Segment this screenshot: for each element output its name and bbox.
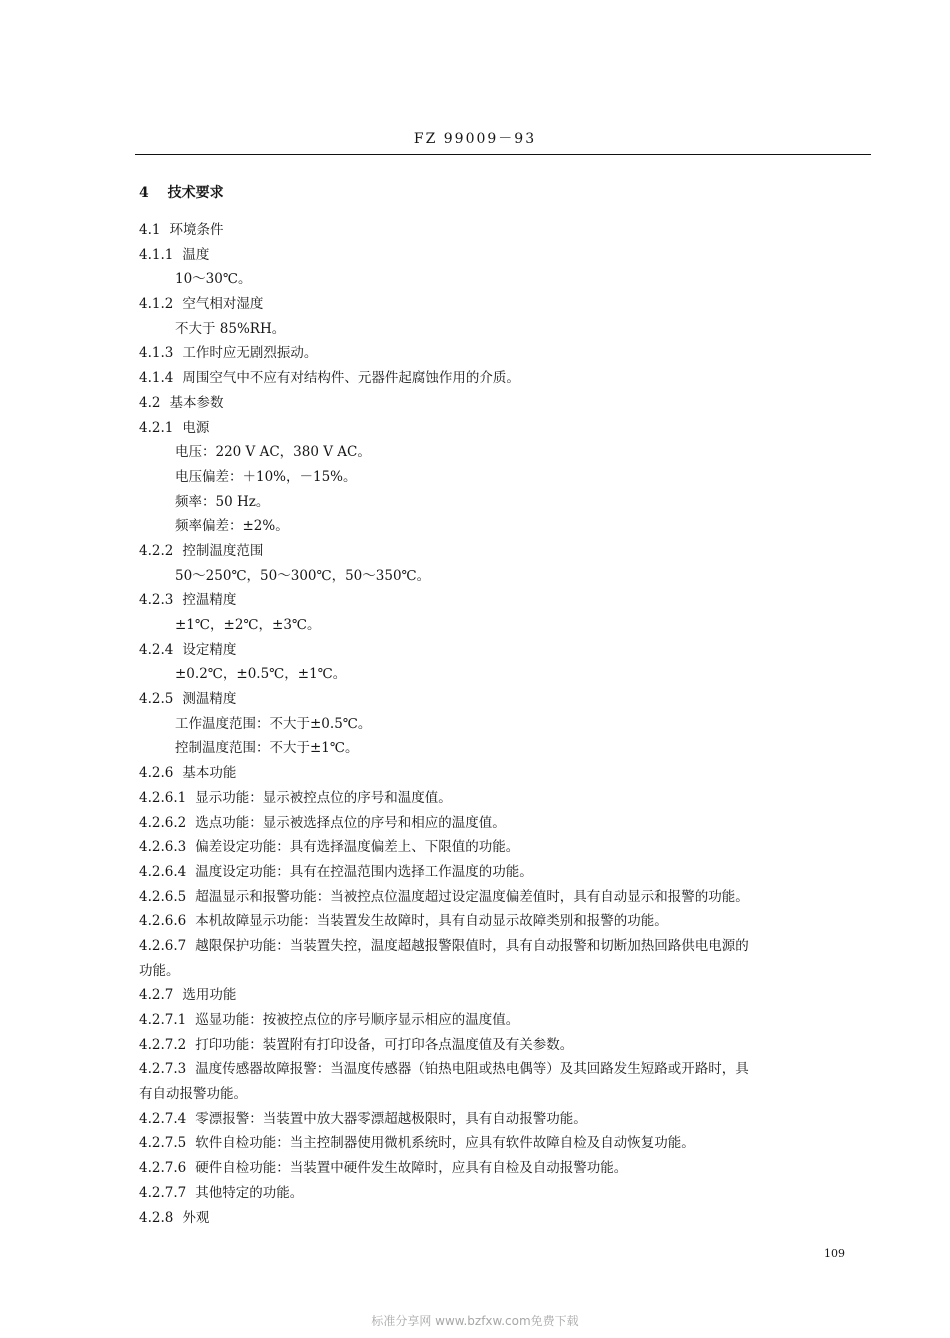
clause-number: 4.2.1 <box>139 419 174 436</box>
clause-text: 测温精度 <box>182 691 237 708</box>
clause-text: 偏差设定功能：具有选择温度偏差上、下限值的功能。 <box>195 839 520 856</box>
clause-text: 频率：50 Hz。 <box>175 493 270 510</box>
clause-text: 其他特定的功能。 <box>195 1184 304 1201</box>
section-title: 技术要求 <box>167 185 224 201</box>
clause-text: 电源 <box>182 419 210 436</box>
clause-body-line <box>139 465 889 490</box>
clause-number: 4.2.6.2 <box>139 814 187 831</box>
clause-number: 4.2.6.5 <box>139 888 187 905</box>
clause-text: 越限保护功能：当装置失控，温度超越报警限值时，具有自动报警和切断加热回路供电电源的 <box>195 937 749 954</box>
clause-text: 工作温度范围：不大于±0.5℃。 <box>175 715 372 732</box>
clause-text: 功能。 <box>139 962 180 979</box>
clause-line <box>139 761 889 786</box>
clause-number: 4.2.8 <box>139 1209 174 1226</box>
clause-text: 巡显功能：按被控点位的序号顺序显示相应的温度值。 <box>195 1012 520 1028</box>
clause-body-line <box>139 613 889 638</box>
clause-body-line <box>139 1082 889 1107</box>
clause-number: 4.1.3 <box>139 345 174 362</box>
clause-number: 4.1 <box>139 222 161 238</box>
clause-line <box>139 1057 889 1082</box>
clause-line <box>139 885 889 910</box>
clause-text: 频率偏差：±2%。 <box>175 518 289 535</box>
clause-text: 电压偏差：＋10%，－15%。 <box>175 468 357 485</box>
clause-number: 4.2 <box>139 394 161 411</box>
clause-body-line <box>139 662 889 687</box>
clause-text: 有自动报警功能。 <box>139 1086 247 1103</box>
clause-number: 4.2.6.7 <box>139 937 187 954</box>
document-body <box>139 182 889 1230</box>
clause-text: ±0.2℃，±0.5℃，±1℃。 <box>175 666 347 683</box>
clause-text: 打印功能：装置附有打印设备，可打印各点温度值及有关参数。 <box>195 1036 574 1053</box>
clause-text: 工作时应无剧烈振动。 <box>182 345 318 362</box>
clause-text: ±1℃，±2℃，±3℃。 <box>175 617 321 633</box>
clause-number: 4.2.7.6 <box>139 1160 187 1177</box>
clause-line <box>139 539 889 564</box>
clause-line <box>139 292 889 317</box>
clause-line <box>139 1008 889 1033</box>
watermark-footer: 标准分享网 www.bzfxw.com免费下载 <box>371 1314 579 1328</box>
clause-body-line <box>139 317 889 342</box>
clause-body-line <box>139 959 889 984</box>
clause-text: 50～250℃，50～300℃，50～350℃。 <box>175 567 431 584</box>
clause-number: 4.2.4 <box>139 641 174 658</box>
clause-list <box>139 218 889 1230</box>
clause-text: 本机故障显示功能：当装置发生故障时，具有自动显示故障类别和报警的功能。 <box>195 913 668 930</box>
clause-line <box>139 786 889 811</box>
clause-line <box>139 1107 889 1132</box>
clause-line <box>139 687 889 712</box>
clause-text: 设定精度 <box>182 641 237 658</box>
clause-body-line <box>139 514 889 539</box>
clause-text: 控温精度 <box>182 592 237 609</box>
clause-text: 基本功能 <box>182 765 237 782</box>
clause-line <box>139 218 889 243</box>
clause-line <box>139 588 889 613</box>
clause-number: 4.2.7.3 <box>139 1061 187 1078</box>
clause-line <box>139 341 889 366</box>
clause-text: 控制温度范围 <box>182 542 264 559</box>
clause-text: 周围空气中不应有对结构件、元器件起腐蚀作用的介质。 <box>182 370 520 387</box>
clause-number: 4.2.7.1 <box>139 1012 187 1028</box>
clause-line <box>139 1206 889 1231</box>
clause-line <box>139 366 889 391</box>
clause-number: 4.2.2 <box>139 542 174 559</box>
clause-text: 选点功能：显示被选择点位的序号和相应的温度值。 <box>195 814 506 831</box>
clause-number: 4.2.7.7 <box>139 1184 187 1201</box>
clause-text: 10～30℃。 <box>175 271 252 288</box>
clause-number: 4.2.7 <box>139 987 174 1004</box>
clause-line <box>139 416 889 441</box>
clause-line <box>139 1156 889 1181</box>
clause-text: 环境条件 <box>169 222 224 238</box>
clause-number: 4.2.7.4 <box>139 1110 187 1127</box>
clause-line <box>139 638 889 663</box>
clause-number: 4.2.7.2 <box>139 1036 187 1053</box>
clause-line <box>139 860 889 885</box>
clause-number: 4.2.6.3 <box>139 839 187 856</box>
clause-line <box>139 1033 889 1058</box>
clause-number: 4.2.6 <box>139 765 174 782</box>
header-rule <box>135 154 871 155</box>
clause-line <box>139 1131 889 1156</box>
clause-line <box>139 934 889 959</box>
clause-number: 4.2.5 <box>139 691 174 708</box>
clause-body-line <box>139 564 889 589</box>
clause-body-line <box>139 712 889 737</box>
document-header-code: FZ 99009－93 <box>413 131 537 147</box>
clause-text: 温度 <box>182 246 210 263</box>
clause-body-line <box>139 267 889 292</box>
clause-body-line <box>139 736 889 761</box>
clause-line <box>139 811 889 836</box>
clause-text: 软件自检功能：当主控制器使用微机系统时，应具有软件故障自检及自动恢复功能。 <box>195 1135 695 1152</box>
clause-text: 温度设定功能：具有在控温范围内选择工作温度的功能。 <box>195 863 533 880</box>
clause-text: 超温显示和报警功能：当被控点位温度超过设定温度偏差值时，具有自动显示和报警的功能。 <box>195 888 749 905</box>
clause-line <box>139 835 889 860</box>
clause-text: 空气相对湿度 <box>182 296 264 313</box>
clause-number: 4.1.4 <box>139 370 174 387</box>
clause-number: 4.2.6.4 <box>139 863 187 880</box>
clause-line <box>139 243 889 268</box>
clause-text: 控制温度范围：不大于±1℃。 <box>175 740 359 757</box>
clause-line <box>139 983 889 1008</box>
clause-number: 4.1.1 <box>139 246 174 263</box>
clause-number: 4.2.6.1 <box>139 789 187 806</box>
clause-text: 温度传感器故障报警：当温度传感器（铂热电阻或热电偶等）及其回路发生短路或开路时，具 <box>195 1061 749 1078</box>
clause-text: 基本参数 <box>169 394 224 411</box>
clause-text: 零漂报警：当装置中放大器零漂超越极限时，具有自动报警功能。 <box>195 1110 587 1127</box>
clause-number: 4.2.7.5 <box>139 1135 187 1152</box>
section-heading <box>139 182 889 204</box>
clause-text: 外观 <box>182 1209 210 1226</box>
clause-number: 4.1.2 <box>139 296 174 313</box>
clause-body-line <box>139 490 889 515</box>
clause-body-line <box>139 440 889 465</box>
clause-text: 显示功能：显示被控点位的序号和温度值。 <box>195 789 452 806</box>
clause-line <box>139 391 889 416</box>
clause-line <box>139 1181 889 1206</box>
clause-text: 硬件自检功能：当装置中硬件发生故障时，应具有自检及自动报警功能。 <box>195 1160 628 1177</box>
section-number: 4 <box>139 185 149 201</box>
page-number: 109 <box>824 1247 845 1260</box>
clause-text: 电压：220 V AC，380 V AC。 <box>175 444 371 461</box>
clause-number: 4.2.3 <box>139 592 174 609</box>
clause-line <box>139 909 889 934</box>
clause-text: 不大于 85%RH。 <box>175 320 286 337</box>
clause-number: 4.2.6.6 <box>139 913 187 930</box>
clause-text: 选用功能 <box>182 987 237 1004</box>
